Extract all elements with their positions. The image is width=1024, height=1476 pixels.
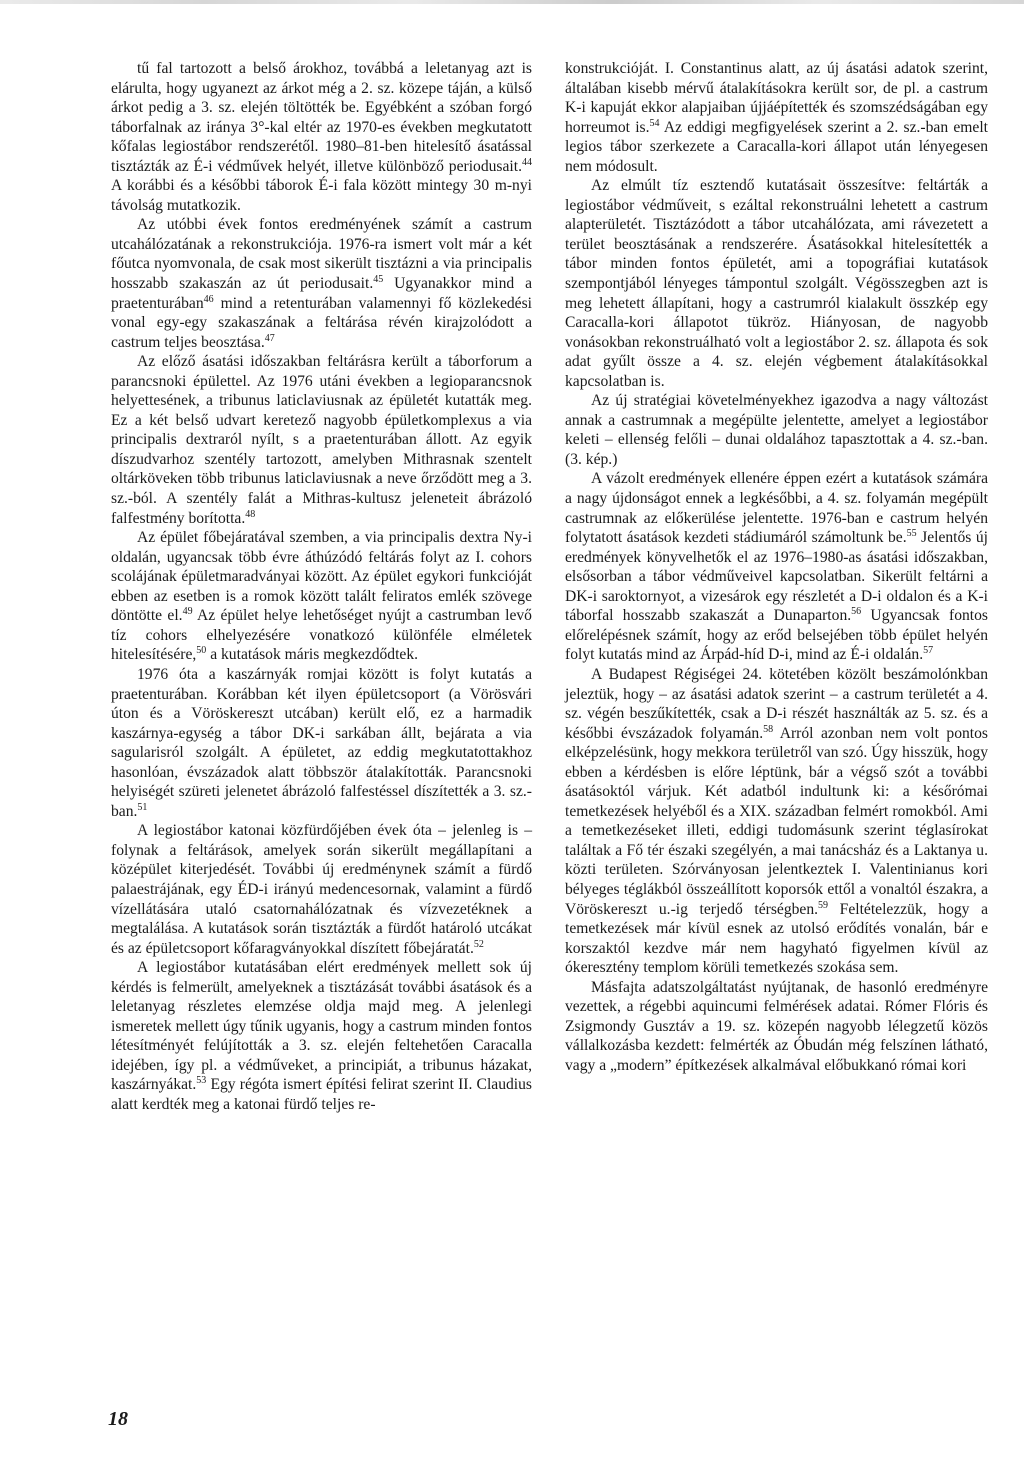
paragraph-text: Az új stratégiai követelményekhez igazodva a nagy változást annak a castrumnak a megépülte jelentette, amelyet a legiostábor keleti – ellenség felőli – dunai oldalához tapasztottak a 4. sz.-ban. (3. kép.): [565, 392, 988, 468]
scan-top-edge: [0, 0, 1024, 4]
footnote-ref: 55: [906, 528, 917, 540]
paragraph: [111, 528, 532, 665]
paragraph-text: tű fal tartozott a belső árokhoz, továbbá a leletanyag azt is elárulta, hogy ugyanezt az árkot még a 2. sz. közepe táján, a külső árkot pedig a 3. sz. elején töltötték be. Egyébként a szóban forgó táborfalnak az iránya 3°-kal eltér az 1970-es években megkutatott kőfalas legiostábor rendszerétől. 1980–81-ben hitelesítő ásatással tisztázták az É-i védművek helyét, illetve különböző periodusait.: [111, 60, 532, 175]
paragraph: [565, 391, 988, 469]
paragraph-text: Az utóbbi évek fontos eredményének számít a castrum utcahálózatának a rekonstrukciója. 1976-ra ismert volt már a két főutca nyomvonala, de csak most sikerült tisztázni a via principalis hosszabb szakaszán az út periodusait.: [111, 216, 532, 293]
footnote-ref: 51: [137, 801, 148, 813]
paragraph: [565, 978, 988, 1076]
paragraph: [565, 59, 988, 176]
paragraph-text: konstrukcióját. I. Constantinus alatt, az új ásatási adatok szerint, általában kisebb mérvű átalakításokra került sor, de pl. a castrum K-i kapuját ekkor alapjaiban újjáépítették és szomszédságában egy horreumot is.: [565, 60, 988, 136]
paragraph-text: A vázolt eredmények ellenére éppen ezért a kutatások számára a nagy újdonságot ennek a legkésőbbi, a 4. sz. folyamán megépült castrumnak az előkerülése jelentette. 1976-ban e castrum helyén folytatott ásatások kezdeti stádiumáról számoltunk be.: [565, 470, 988, 547]
paragraph-text: 1976 óta a kaszárnyák romjai között is folyt kutatás a praetenturában. Korábban két ilyen épületcsoport (a Vörösvári úton és a Vöröskereszt utcában) került elő, ez a harmadik kaszárnya-egység a tábor DK-i sarkában állt, bejárata a via sagularisról szolgált. A épületet, az eddig megkutatottakhoz hasonlóan, évszázadok alatt többször átalakították. Parancsnoki helyiségét szüreti jelenetet ábrázoló falfestéssel díszítették a 3. sz.-ban.: [111, 665, 532, 820]
paragraph: [565, 665, 988, 978]
paragraph-text: Másfajta adatszolgáltatást nyújtanak, de hasonló eredményre vezettek, a régebbi aquincumi felmérések adatai. Rómer Flóris és Zsigmondy Gusztáv a 19. sz. közepén nagyobb lélegzetű közös vállalkozásba kezdett: felmérték az Óbudán még felszínen látható, vagy a „modern” építkezések alkalmával előbukkanó római kori: [565, 978, 988, 1074]
footnote-ref: 52: [473, 938, 484, 950]
paragraph: [111, 821, 532, 958]
paragraph: [111, 59, 532, 215]
left-text-column: [111, 59, 532, 1115]
footnote-ref: 57: [923, 645, 934, 657]
paragraph: [111, 215, 532, 352]
paragraph-text: A legiostábor kutatásában elért eredmények mellett sok új kérdés is felmerült, amelyeknek a tisztázását további ásatások és a leletanyag részletes elemzése oldja majd meg. A jelenlegi ismeretek mellett úgy tűnik ugyanis, hogy a castrum minden fontos létesítményét felújították a 3. sz. elején feltehetően Caracalla idejében, így pl. a védműveket, a principiát, a tribunus házakat, kaszárnyákat.: [111, 959, 532, 1094]
paragraph-text: A Budapest Régiségei 24. kötetében közölt beszámolónkban jeleztük, hogy – az ásatási adatok szerint – a castrum területét a 4. sz. végén beszűkítették, csak a D-i részét használták az 5. sz. és a későbbi évszázadok folyamán.: [565, 665, 988, 742]
paragraph-text: A legiostábor katonai közfürdőjében évek óta – jelenleg is – folynak a feltárások, amelyek során sikerült megállapítani a középület kiterjedését. További új eredménynek számít a fürdő palaestrájának, egy ÉD-i irányú medencesornak, valamint a fürdő vízellátására utaló csatornahálózatnak és vízvezetéknek a megtalálása. A kutatások során tisztázták a fürdőt határoló utcákat és az épületcsoport kőfaragványokkal díszített főbejáratát.: [111, 822, 532, 957]
paragraph-text: Az elmúlt tíz esztendő kutatásait összesítve: feltárták a legiostábor védműveit, s ezáltal rekonstruálni lehetett a castrum alapterületét. Tisztázódott a tábor utcahálózata, ami rávezetett a terület beosztásának a rendszerére. Ásatásokkal hitelesítették a tábor minden fontos épületét, ami a topográfiai kutatások szempontjából lényeges támpontul szolgált. Végösszegben azt is meg lehetett állapítani, hogy a castrumról kialakult összkép egy Caracalla-kori állapotot tükröz. Hiányosan, de nagyobb vonásokban rekonstruálható volt a legiostábor 2. sz. állapota és sok adat gyűlt össze a 4. sz. elején végbement átalakításokkal kapcsolatban is.: [565, 177, 988, 390]
footnote-ref: 58: [763, 723, 774, 735]
paragraph-text: mind a retenturában valamennyi fő közlekedési vonal egy-egy szakaszának a feltárása révén kirajzolódott a castrum teljes beosztása.: [111, 294, 532, 351]
footnote-ref: 50: [196, 645, 207, 657]
paragraph-text: Az épület főbejáratával szemben, a via principalis dextra Ny-i oldalán, ugyancsak több évre áthúzódó feltárás folyt az I. cohors scolájának épületmaradványai között. Az épület egykori funkcióját ebben az esetben is a romok között talált feliratos emlék szövege döntötte el.: [111, 529, 532, 625]
paragraph-text: Egy régóta ismert építési felirat szerint II. Claudius alatt kerdték meg a katonai fürdő teljes re-: [111, 1076, 532, 1113]
paragraph-text: Feltételezzük, hogy a temetkezések már kívül esnek az utolsó erődítés vonalán, bár e korszaktól kezdve már nem hagyható figyelmen kívül az ókeresztény templom körüli temetkezés szokása sem.: [565, 900, 988, 977]
footnote-ref: 46: [203, 293, 214, 305]
footnote-ref: 48: [245, 508, 256, 520]
footnote-ref: 47: [264, 332, 275, 344]
paragraph-text: Az eddigi megfigyelések szerint a 2. sz.-ban emelt legios tábor szerkezete a Caracalla-kori állapot után lényegesen nem módosult.: [565, 118, 988, 175]
paragraph: [565, 469, 988, 664]
paragraph: [111, 352, 532, 528]
footnote-ref: 54: [649, 117, 660, 129]
paragraph-text: Arról azonban nem volt pontos elképzelésünk, hogy mekkora területről van szó. Úgy hisszük, hogy ebben a kérdésben is előre léptünk, bár a végső szót a további ásatásoktól várjuk. Két adatból indultunk ki: a későrómai temetkezések helyéből és a XIX. században felmért romokból. Ami a temetkezéseket illeti, eddigi tudomásunk szerint téglasírokat találtak a Fő tér északi szegélyén, a mai tanácsház és a Laktanya u. közti területen. Szórványosan jelentkeztek I. Valentinianus kori bélyeges téglákból összeállított koporsók ettől a vonaltól északra, a Vöröskereszt u.-ig terjedő térségben.: [565, 724, 988, 918]
footnote-ref: 49: [182, 606, 193, 618]
paragraph-text: a kutatások máris megkezdődtek.: [206, 646, 419, 664]
footnote-ref: 59: [818, 899, 829, 911]
paragraph-text: Jelentős új eredmények könyvelhetők el az 1976–1980-as ásatási időszakban, elsősorban a tábor védműveivel kapcsolatban. Sikerült feltárni a DK-i saroktornyot, a vizesárok egy részletét a D-i oldalon és a K-i táborfal hosszabb szakaszát a Dunaparton.: [565, 529, 989, 625]
footnote-ref: 53: [196, 1075, 207, 1087]
paragraph-text: Ugyancsak fontos előrelépésnek számít, hogy az erőd belsejében több épület helyén folyt kutatás mind az Árpád-híd D-i, mind az É-i oldalán.: [565, 607, 988, 664]
page-number: 18: [108, 1408, 128, 1430]
right-text-column: [565, 59, 988, 1075]
paragraph: [565, 176, 988, 391]
paragraph-text: Ugyanakkor mind a praetenturában: [111, 275, 532, 312]
footnote-ref: 44: [522, 156, 532, 168]
paragraph: [111, 958, 532, 1114]
paragraph-text: Az épület helye lehetőséget nyújt a castrumban levő tíz cohors elhelyezésére vonatkozó különféle elméletek hitelesítésére,: [111, 607, 532, 664]
paragraph-text: A korábbi és a későbbi táborok É-i fala között mintegy 30 m-nyi távolság mutatkozik.: [111, 177, 532, 214]
footnote-ref: 56: [851, 606, 862, 618]
paragraph-text: Az előző ásatási időszakban feltárásra került a táborforum a parancsnoki épülettel. Az 1976 utáni években a legioparancsnok helyettesének, a tribunus laticlaviusnak az épületét kutatták meg. Ez a két belső udvart keretező nagyobb épületkomplexus a via principalis dextraról nyílt, s a praetenturában állott. Az egyik díszudvarhoz szentély tartozott, amelyben Mithrasnak szentelt oltárköveken több tribunus laticlaviusnak a neve őrződött meg a 3. sz.-ból. A szentély falát a Mithras-kultusz jeleneteit ábrázoló falfestmény borította.: [111, 353, 532, 527]
footnote-ref: 45: [373, 274, 384, 286]
paragraph: [111, 665, 532, 821]
